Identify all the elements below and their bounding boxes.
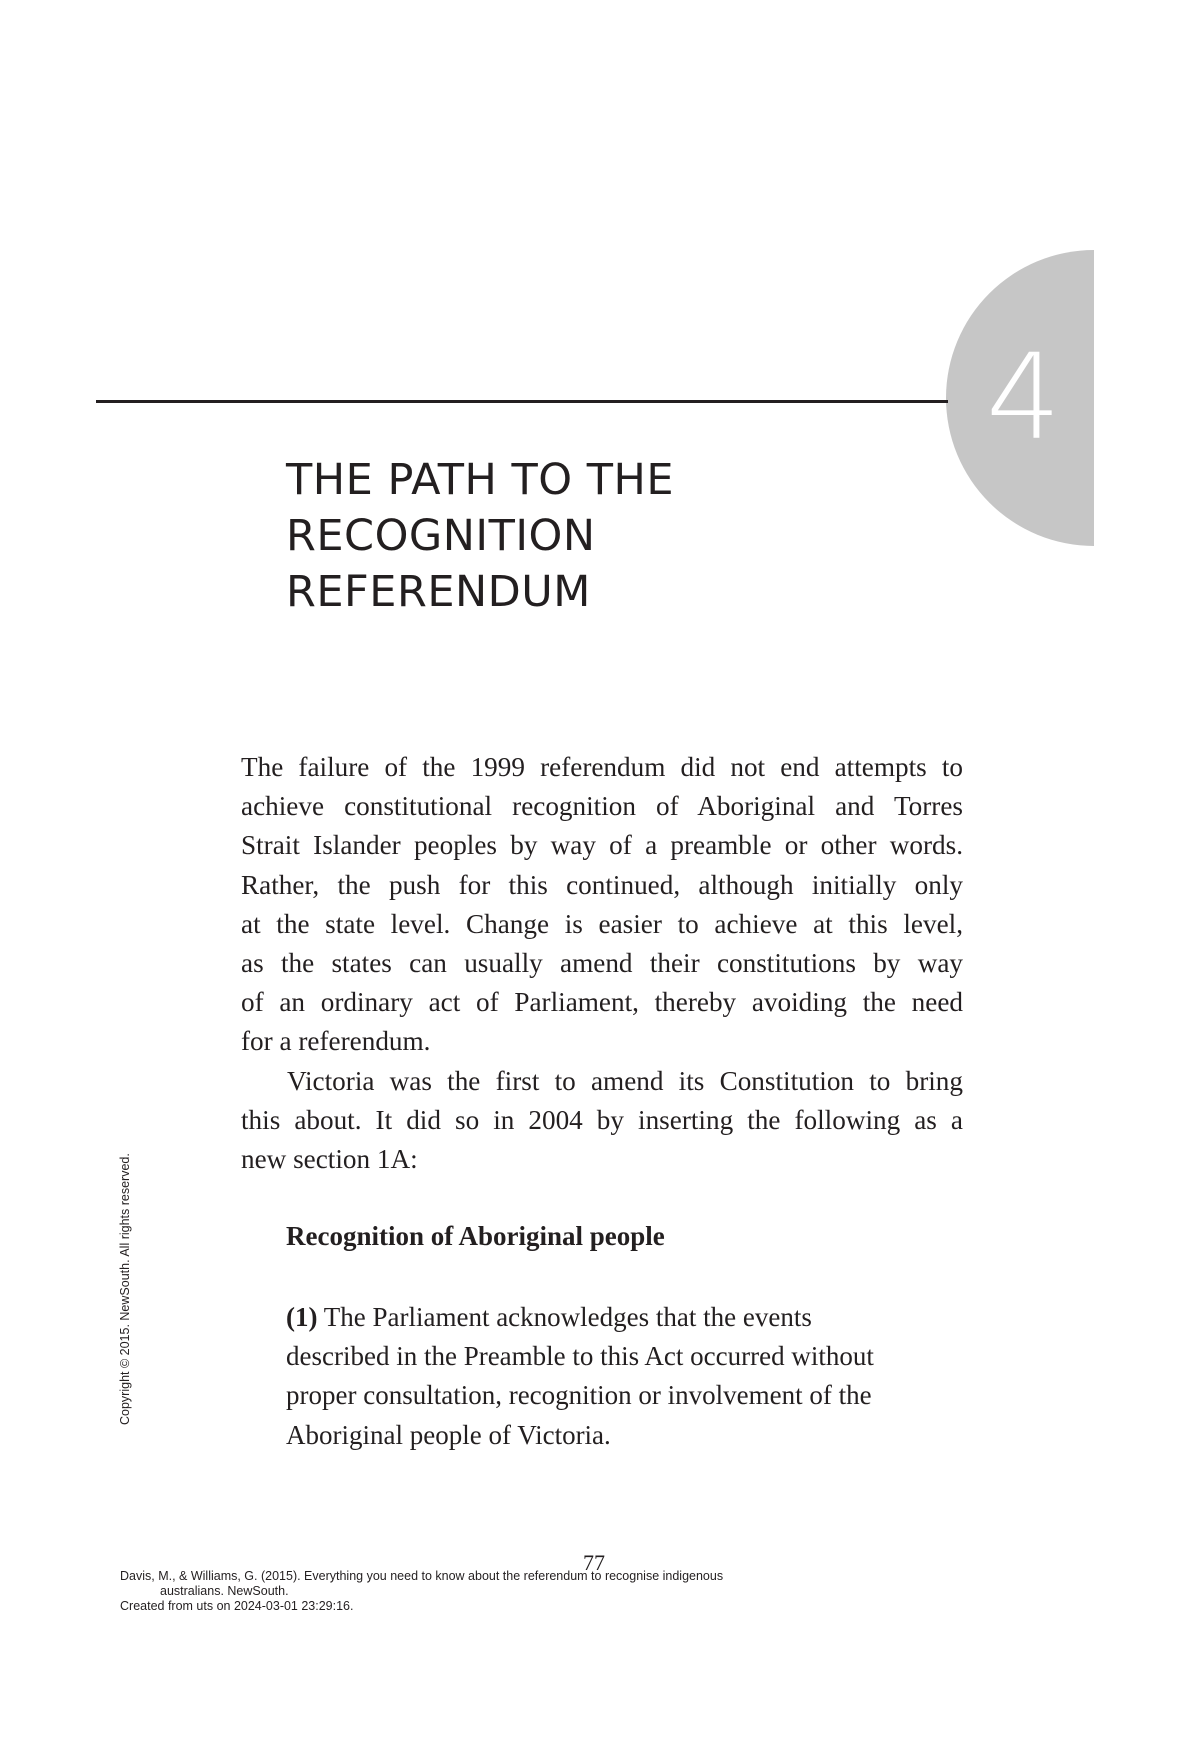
- text-line: The failure of the 1999 referendum did not end attempts to: [241, 752, 963, 782]
- chapter-title: [286, 452, 674, 620]
- clause-number: (1): [286, 1302, 318, 1332]
- text-line: Strait Islander peoples by way of a preamble or other words.: [241, 830, 963, 861]
- text-line: [286, 1298, 946, 1337]
- text-line: Victoria was the first to amend its Constitution to bring: [287, 1066, 963, 1096]
- chapter-title-line: THE PATH TO THE: [286, 455, 675, 505]
- text-line: as the states can usually amend their constitutions by way: [241, 948, 963, 979]
- citation-line: Created from uts on 2024-03-01 23:29:16.: [120, 1599, 354, 1613]
- text-line: this about. It did so in 2004 by inserting the following as a: [241, 1105, 963, 1136]
- text-line: new section 1A:: [241, 1144, 418, 1175]
- citation-line: Davis, M., & Williams, G. (2015). Everything you need to know about the referendum to recognise indigenous: [120, 1569, 724, 1583]
- text-line: proper consultation, recognition or involvement of the: [286, 1380, 872, 1411]
- body-paragraph: [241, 1062, 963, 1180]
- copyright-notice: Copyright © 2015. NewSouth. All rights reserved.: [118, 1153, 132, 1425]
- body-paragraph: [241, 748, 963, 1062]
- chapter-title-line: RECOGNITION: [286, 511, 596, 561]
- page-number: 77: [583, 1550, 605, 1575]
- citation-footer: [120, 1569, 723, 1614]
- text-line: described in the Preamble to this Act occurred without: [286, 1341, 874, 1372]
- citation-line: australians. NewSouth.: [160, 1584, 289, 1598]
- text-line: Aboriginal people of Victoria.: [286, 1419, 611, 1450]
- extract-heading: Recognition of Aboriginal people: [286, 1221, 665, 1251]
- extract-clause: [286, 1298, 946, 1455]
- text-line: Rather, the push for this continued, although initially only: [241, 869, 963, 900]
- text-line: of an ordinary act of Parliament, thereby avoiding the need: [241, 987, 963, 1018]
- chapter-title-line: REFERENDUM: [286, 567, 591, 617]
- clause-text: The Parliament acknowledges that the events: [323, 1302, 812, 1332]
- chapter-rule: [96, 400, 948, 403]
- chapter-number: 4: [986, 328, 1062, 466]
- text-line: achieve constitutional recognition of Aboriginal and Torres: [241, 791, 963, 822]
- text-line: for a referendum.: [241, 1026, 431, 1057]
- text-line: at the state level. Change is easier to achieve at this level,: [241, 908, 963, 939]
